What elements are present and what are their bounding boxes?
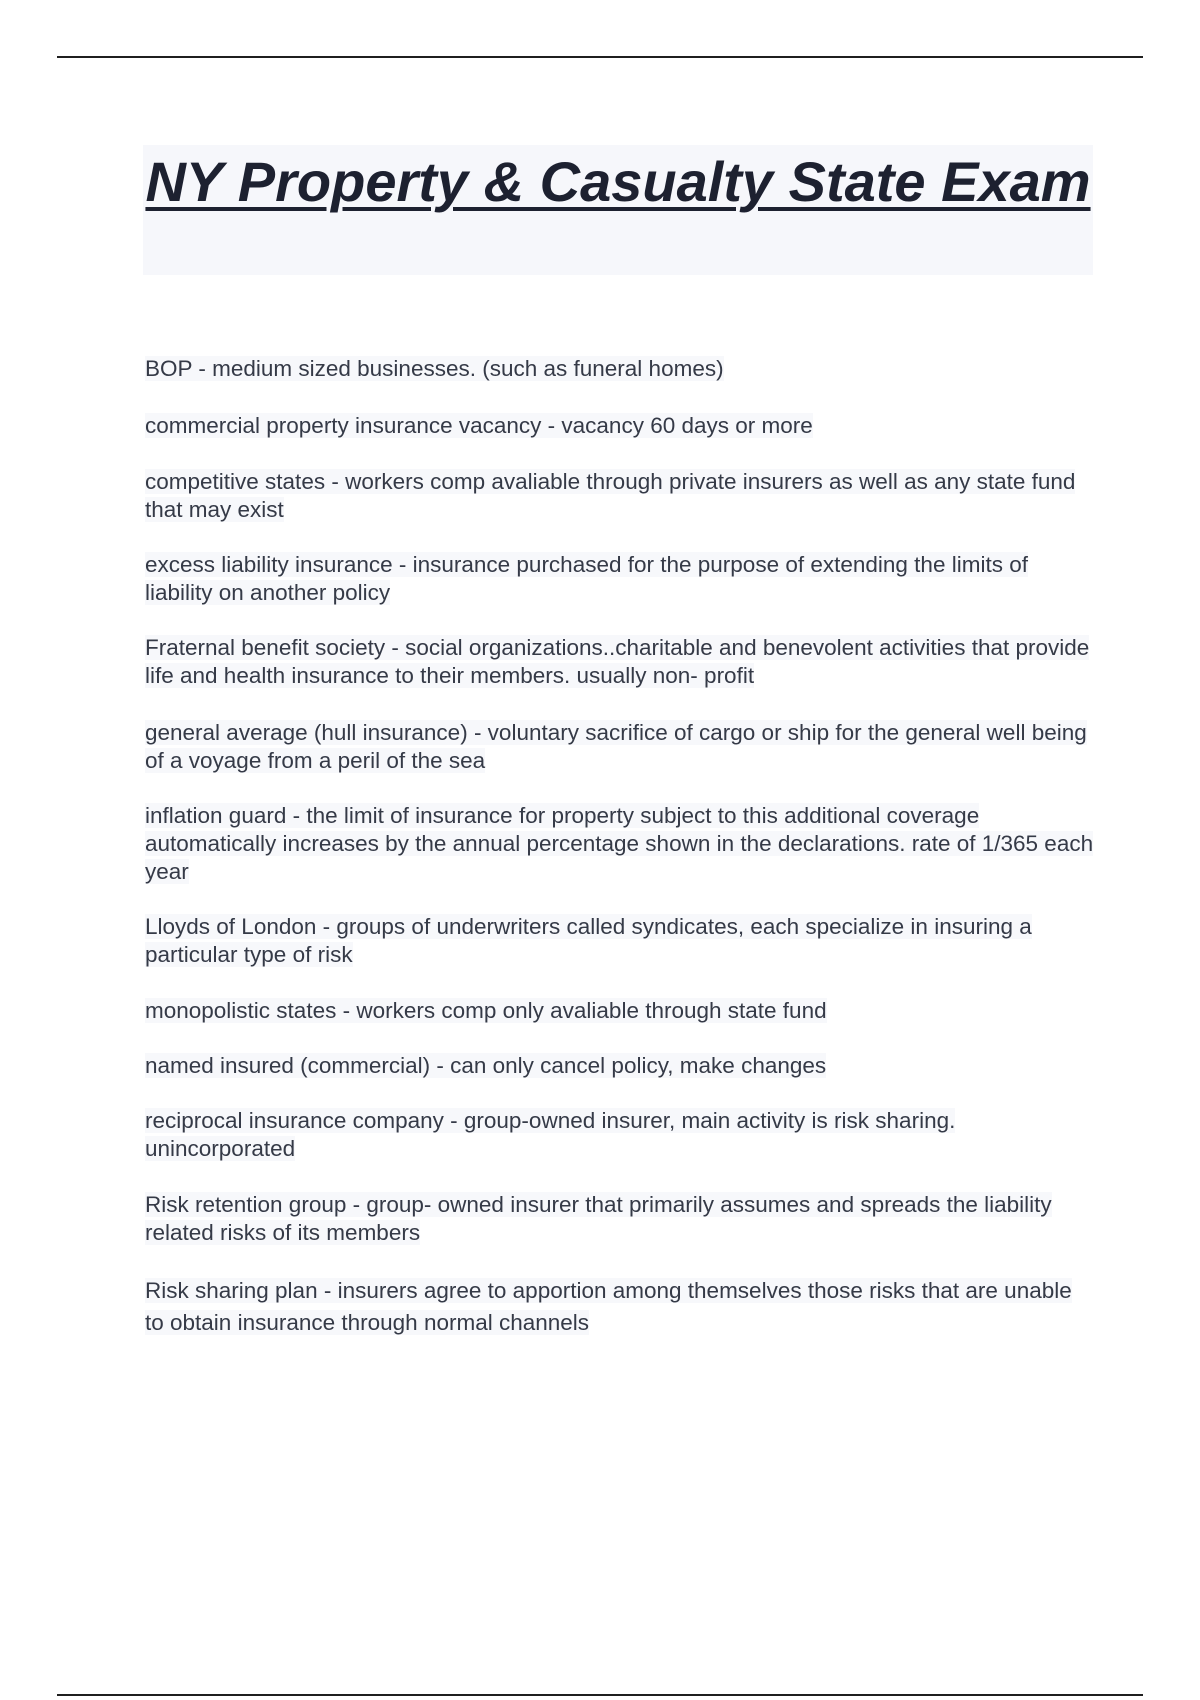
term-entry [145,551,1095,607]
term-text: Fraternal benefit society - social organizations..charitable and benevolent activities that provide life and health insurance to their members. usually non- profit [145,635,1090,688]
bottom-rule [57,1694,1143,1696]
term-text: BOP - medium sized businesses. (such as funeral homes) [145,356,724,381]
term-entry [145,997,1095,1025]
term-text: general average (hull insurance) - voluntary sacrifice of cargo or ship for the general well being of a voyage from a peril of the sea [145,720,1087,773]
term-text: reciprocal insurance company - group-owned insurer, main activity is risk sharing. unincorporated [145,1108,956,1161]
term-text: Risk sharing plan - insurers agree to apportion among themselves those risks that are unable to obtain insurance through normal channels [145,1278,1072,1335]
term-entry [145,412,1095,440]
top-rule [57,56,1143,58]
term-entry [145,1107,1095,1163]
term-text: Lloyds of London - groups of underwriters called syndicates, each specialize in insuring a particular type of risk [145,914,1032,967]
term-entry [145,468,1095,524]
term-entry [145,913,1095,969]
term-entry [145,1191,1095,1247]
term-text: excess liability insurance - insurance purchased for the purpose of extending the limits of liability on another policy [145,552,1028,605]
term-text: inflation guard - the limit of insurance for property subject to this additional coverage automatically increases by the annual percentage shown in the declarations. rate of 1/365 each year [145,803,1094,884]
term-entry [145,355,1095,383]
term-text: named insured (commercial) - can only cancel policy, make changes [145,1053,827,1078]
term-entry [145,634,1095,690]
title-banner [143,145,1093,275]
term-text: Risk retention group - group- owned insurer that primarily assumes and spreads the liability related risks of its members [145,1192,1052,1245]
page-title: NY Property & Casualty State Exam [145,150,1091,213]
term-entry [145,719,1095,775]
term-entry [145,1275,1095,1339]
term-text: monopolistic states - workers comp only avaliable through state fund [145,998,827,1023]
term-text: commercial property insurance vacancy - vacancy 60 days or more [145,413,813,438]
term-entry [145,802,1095,886]
term-text: competitive states - workers comp avaliable through private insurers as well as any state fund that may exist [145,469,1076,522]
term-entry [145,1052,1095,1080]
